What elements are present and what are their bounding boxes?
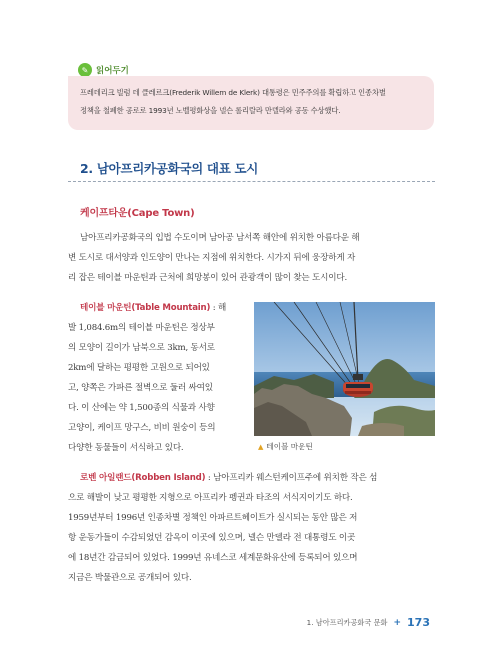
photo-caption	[258, 441, 313, 452]
note-tag-label: 읽어두기	[96, 66, 129, 76]
robben-island-line-1	[80, 472, 377, 484]
robben-island-line-3: 1959년부터 1996년 인종차별 정책인 아파르트헤이트가 실시되는 동안 많은 저	[68, 513, 358, 523]
book-circle-icon: ✎	[78, 63, 92, 77]
section-title: 2. 남아프리카공화국의 대표 도시	[80, 161, 259, 176]
photo-caption-text: 테이블 마운틴	[266, 442, 313, 451]
table-mountain-line-7: 고양이, 케이프 망구스, 비비 원숭이 등의	[68, 423, 216, 433]
table-mountain-line-4: 2km에 달하는 평평한 고원으로 되어있	[68, 363, 210, 373]
robben-island-line-2: 으로 해발이 낮고 평평한 지형으로 아프리카 펭귄과 타조의 서식지이기도 하다.	[68, 493, 353, 503]
footer-chapter: 1. 남아프리카공화국 문화	[306, 617, 388, 627]
robben-island-line-4: 항 운동가들이 수감되었던 감옥이 이곳에 있으며, 넬슨 만델라 전 대통령도 이곳	[68, 533, 356, 543]
table-mountain-line-1	[80, 302, 226, 314]
triangle-up-icon: ▲	[258, 442, 264, 451]
robben-island-term: 로벤 아일랜드(Robben Island)	[80, 473, 206, 483]
table-mountain-term: 테이블 마운틴(Table Mountain)	[80, 303, 211, 313]
intro-line-1: 남아프리카공화국의 입법 수도이며 남아공 남서쪽 해안에 위치한 아름다운 해	[80, 233, 360, 243]
robben-island-line-5: 에 18년간 감금되어 있었다. 1999년 유네스코 세계문화유산에 등록되어 있으며	[68, 553, 358, 563]
page-number: 173	[407, 616, 430, 629]
footer-separator: +	[393, 617, 402, 628]
section-divider	[68, 181, 435, 182]
page-footer	[307, 616, 430, 629]
note-box	[68, 76, 434, 130]
subsection-title: 케이프타운(Cape Town)	[80, 208, 195, 219]
table-mountain-photo	[254, 302, 435, 436]
table-mountain-line-2: 발 1,084.6m의 테이블 마운틴은 정상부	[68, 323, 215, 333]
note-line-2: 정책을 철폐한 공로로 1993년 노벨평화상을 넬슨 롤리랄라 만델라와 공동 수상했다.	[80, 106, 341, 115]
table-mountain-first-rest: : 해	[210, 303, 227, 313]
robben-island-line-6: 지금은 박물관으로 공개되어 있다.	[68, 573, 192, 583]
table-mountain-line-6: 다. 이 산에는 약 1,500종의 식물과 사향	[68, 403, 215, 413]
intro-line-3: 리 잡은 테이블 마운틴과 근처에 희망봉이 있어 관광객이 많이 찾는 도시이다.	[68, 273, 347, 283]
table-mountain-line-5: 고, 양쪽은 가파른 절벽으로 둘러 싸여있	[68, 383, 213, 393]
table-mountain-line-8: 다양한 동물들이 서식하고 있다.	[68, 443, 184, 453]
robben-island-first-rest: : 남아프리카 웨스턴케이프주에 위치한 작은 섬	[205, 473, 378, 483]
note-tag	[78, 63, 129, 77]
note-line-1: 프레데리크 빌럼 데 클레르크(Frederik Willem de Klerk) 대통령은 민주주의를 확립하고 인종차별	[80, 88, 386, 97]
table-mountain-line-3: 의 모양이 길이가 남북으로 3km, 동서로	[68, 343, 215, 353]
intro-line-2: 변 도시로 대서양과 인도양이 만나는 지점에 위치한다. 시가지 뒤에 웅장하게 자	[68, 253, 356, 263]
